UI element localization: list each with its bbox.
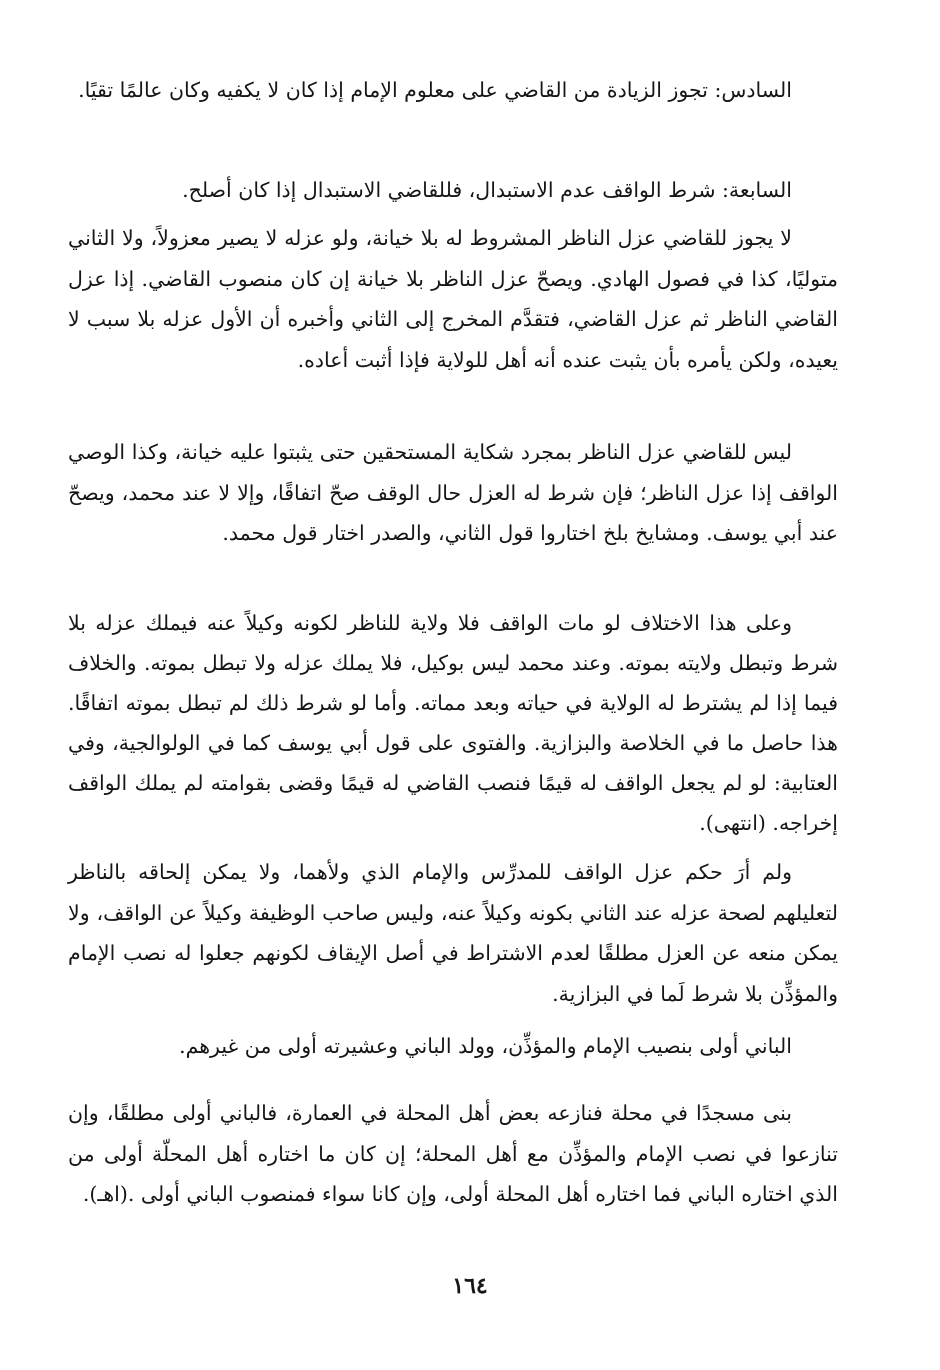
paragraph-sixth-rule: [68, 70, 838, 111]
paragraph-text: السادس: تجوز الزيادة من القاضي على معلوم الإمام إذا كان لا يكفيه وكان عالمًا تقيًا.: [78, 78, 792, 102]
paragraph-seventh-rule: [68, 170, 838, 211]
paragraph-text: الباني أولى بنصيب الإمام والمؤذِّن، وولد الباني وعشيرته أولى من غيرهم.: [179, 1034, 792, 1058]
paragraph-text: ولم أرَ حكم عزل الواقف للمدرِّس والإمام الذي ولأهما، ولا يمكن إلحاقه بالناظر لتعليلهم لصحة عزله عند الثاني بكونه وكيلاً عنه، وليس صاحب الوظيفة وكيلاً عن الواقف، ولا يمكن منعه عن العزل مطلقًا لعدم الاشتراط في أصل الإيقاف لكونهم جعلوا له نصب الإمام والمؤذِّن بلا شرط لَما في البزازية.: [68, 860, 838, 1006]
paragraph-dismissal-of-supervisor: [68, 218, 838, 380]
paragraph-text: السابعة: شرط الواقف عدم الاستبدال، فللقاضي الاستبدال إذا كان أصلح.: [182, 178, 792, 202]
paragraph-text: بنى مسجدًا في محلة فنازعه بعض أهل المحلة في العمارة، فالباني أولى مطلقًا، وإن تنازعوا في نصب الإمام والمؤذِّن مع أهل المحلة؛ إن كان ما اختاره أهل المحلّة أولى من الذي اختاره الباني فما اختاره أهل المحلة أولى، وإن كانا سواء فمنصوب الباني أولى .(اهـ).: [68, 1101, 838, 1206]
paragraph-text: ليس للقاضي عزل الناظر بمجرد شكاية المستحقين حتى يثبتوا عليه خيانة، وكذا الوصي الواقف إذا عزل الناظر؛ فإن شرط له العزل حال الوقف صحّ اتفاقًا، وإلا لا عند محمد، ويصحّ عند أبي يوسف. ومشايخ بلخ اختاروا قول الثاني، والصدر اختار قول محمد.: [68, 440, 838, 545]
paragraph-text: وعلى هذا الاختلاف لو مات الواقف فلا ولاية للناظر لكونه وكيلاً عنه فيملك عزله بلا شرط وتبطل ولايته بموته. وعند محمد ليس بوكيل، فلا يملك عزله ولا تبطل بموته. والخلاف فيما إذا لم يشترط له الولاية في حياته وبعد مماته. وأما لو شرط ذلك لم تبطل بموته اتفاقًا. هذا حاصل ما في الخلاصة والبزازية. والفتوى على قول أبي يوسف كما في الولوالجية، وفي العتابية: لو لم يجعل الواقف له قيمًا فنصب القاضي له قيمًا وقضى بقوامته لم يملك الواقف إخراجه. (انتهى).: [68, 611, 838, 835]
page-number: ١٦٤: [452, 1273, 488, 1299]
paragraph-builder-priority: [68, 1026, 838, 1067]
paragraph-mosque-dispute: [68, 1093, 838, 1215]
paragraph-death-of-endower: [68, 603, 838, 843]
paragraph-teacher-and-imam: [68, 852, 838, 1014]
paragraph-complaint-of-beneficiaries: [68, 432, 838, 554]
paragraph-text: لا يجوز للقاضي عزل الناظر المشروط له بلا خيانة، ولو عزله لا يصير معزولاً، ولا الثاني متوليًا، كذا في فصول الهادي. ويصحّ عزل الناظر بلا خيانة إن كان منصوب القاضي. إذا عزل القاضي الناظر ثم عزل القاضي، فتقدَّم المخرج إلى الثاني وأخبره أن الأول عزله بلا سبب لا يعيده، ولكن يأمره بأن يثبت عنده أنه أهل للولاية فإذا أثبت أعاده.: [68, 226, 838, 372]
